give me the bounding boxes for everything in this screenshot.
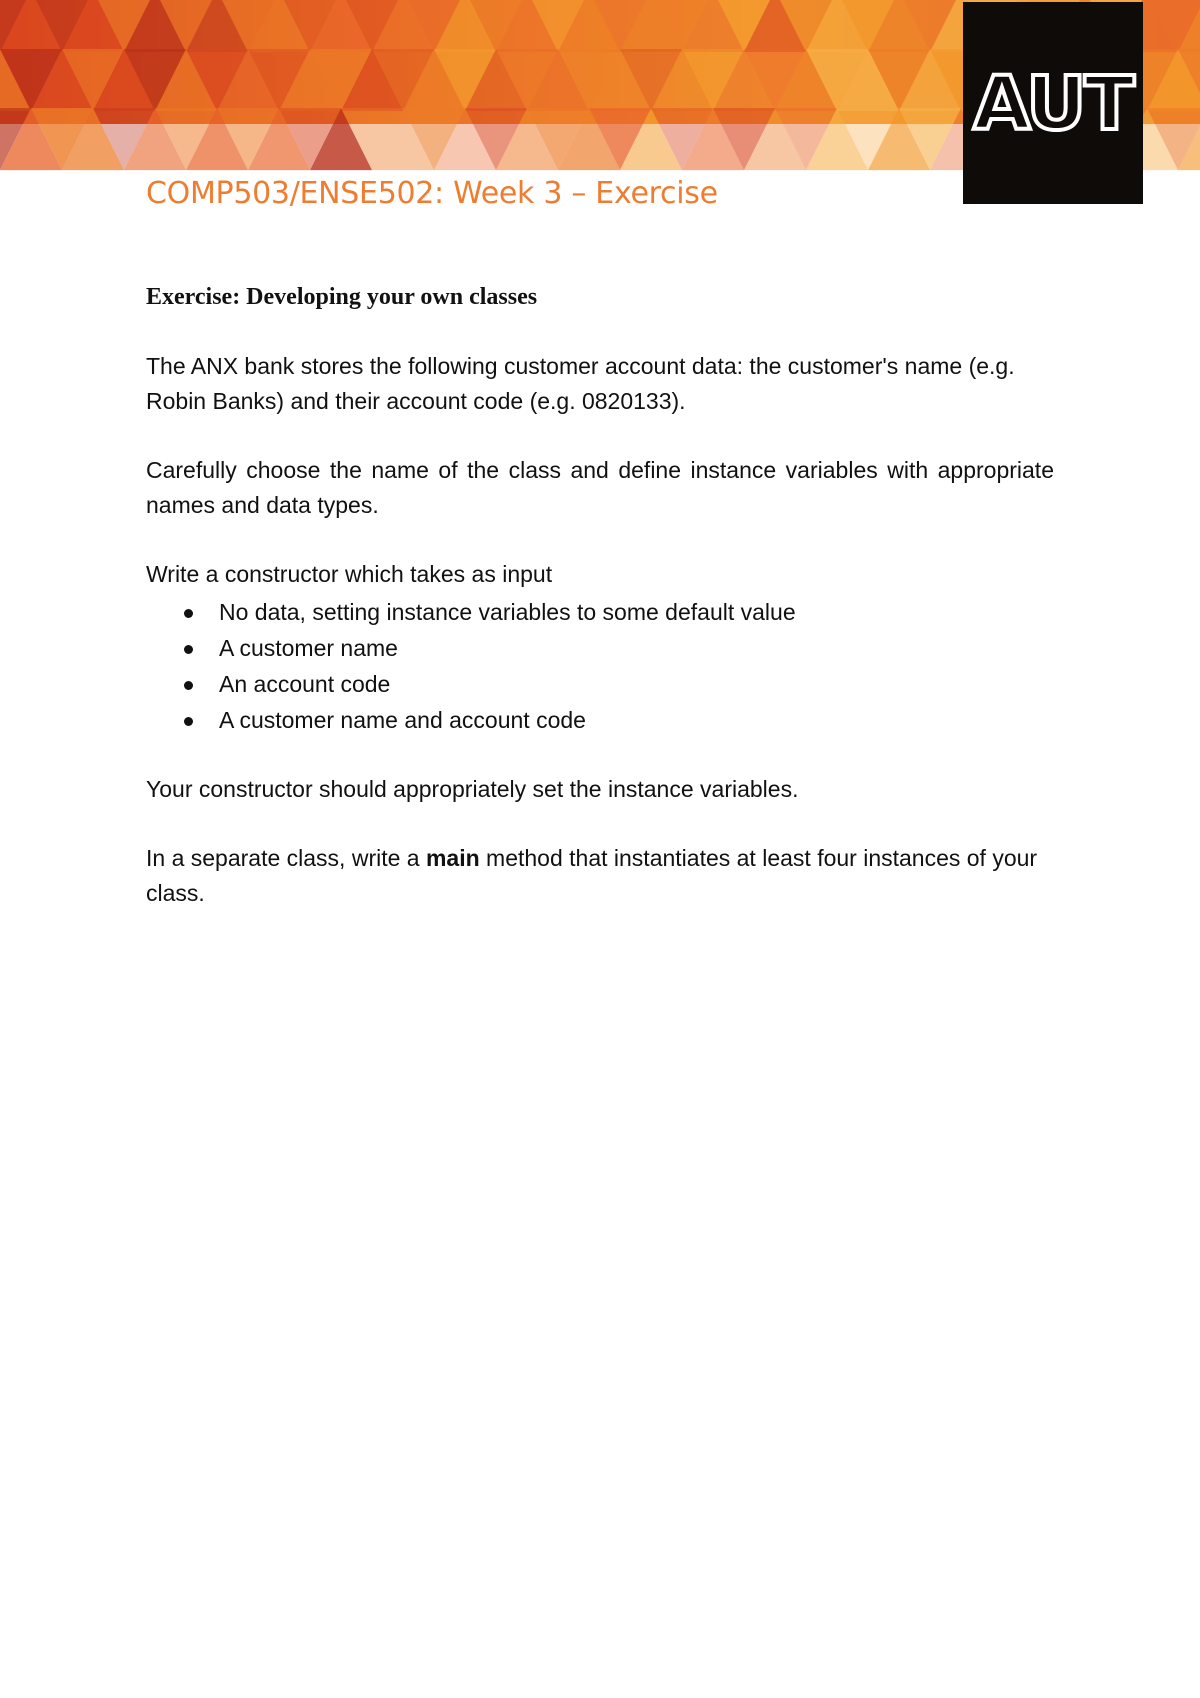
list-item: A customer name and account code xyxy=(146,702,1054,738)
paragraph-bank-data: The ANX bank stores the following customer account data: the customer's name (e.g. Robin Banks) and their account code (e.g. 0820133). xyxy=(146,353,1015,414)
main-keyword: main xyxy=(425,845,480,871)
paragraph-constructor-intro: Write a constructor which takes as input xyxy=(146,561,553,587)
page-title: COMP503/ENSE502: Week 3 – Exercise xyxy=(146,176,718,211)
paragraph-class-definition: Carefully choose the name of the class and define instance variables with appropriate names and data types. xyxy=(146,457,1054,518)
list-item: An account code xyxy=(146,666,1054,702)
exercise-subtitle: Exercise: Developing your own classes xyxy=(146,284,538,310)
list-item: A customer name xyxy=(146,630,1054,666)
aut-logo xyxy=(963,2,1143,204)
bullet-icon xyxy=(184,645,193,654)
bullet-icon xyxy=(184,609,193,618)
paragraph-main-method: In a separate class, write a main method that instantiates at least four instances of your class. xyxy=(146,845,1038,906)
document-body xyxy=(146,280,1054,911)
aut-logo-text: AUT xyxy=(973,61,1133,147)
aut-logo-mark xyxy=(973,61,1133,147)
bullet-icon xyxy=(184,717,193,726)
constructor-input-list xyxy=(146,594,1054,738)
list-item: No data, setting instance variables to some default value xyxy=(146,594,1054,630)
paragraph-constructor-set: Your constructor should appropriately set the instance variables. xyxy=(146,776,799,802)
bullet-icon xyxy=(184,681,193,690)
